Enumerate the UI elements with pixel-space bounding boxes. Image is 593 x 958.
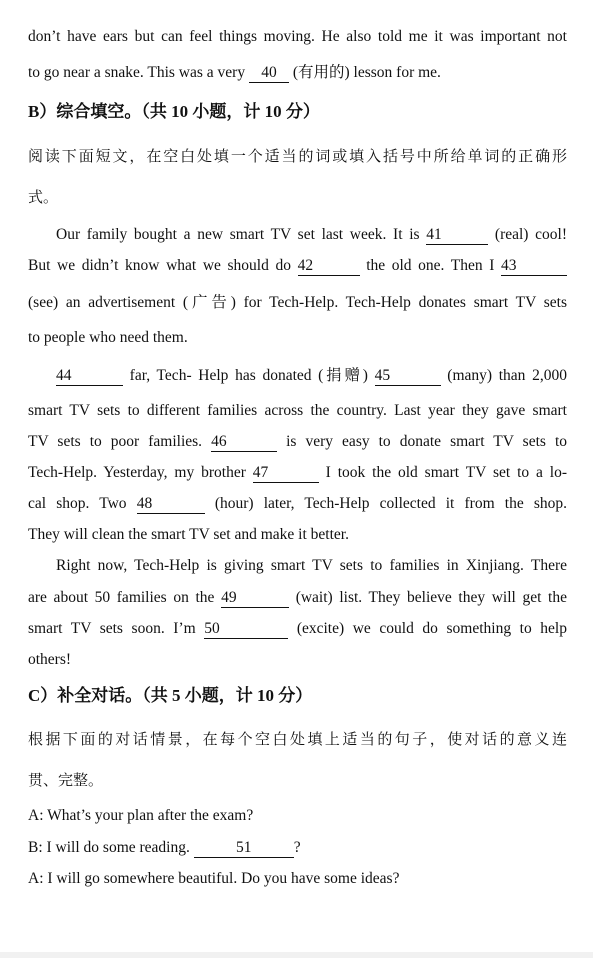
dialogue-line-a1: A: What’s your plan after the exam?	[28, 807, 254, 824]
section-c-heading: C）补全对话。（共 5 小题，计 10 分）	[28, 686, 313, 705]
text-span: the old one. Then I	[359, 257, 501, 274]
blank-43: 43	[501, 257, 567, 276]
text-span: (many) than 2,000	[440, 367, 567, 384]
text-line	[28, 432, 567, 452]
page-bottom-edge	[0, 952, 593, 958]
text-line	[28, 588, 567, 608]
text-span: I took the old smart TV set to a lo-	[318, 464, 568, 481]
text-span: But we didn’t know what we should do	[28, 257, 298, 274]
section-c-instruction: 根据下面的对话情景，在每个空白处填上适当的句子，使对话的意义连	[28, 730, 567, 748]
text-span: (hour) later, Tech-Help collected it from the shop.	[204, 495, 567, 512]
text-span: (real) cool!	[488, 226, 567, 243]
blank-44: 44	[56, 367, 123, 386]
text-line	[28, 494, 567, 514]
text-line	[28, 619, 567, 639]
text-line	[56, 225, 567, 245]
text-span: ?	[293, 839, 301, 856]
text-line: others!	[28, 651, 72, 668]
text-line: don’t have ears but can feel things moving. He also told me it was important not	[28, 28, 567, 45]
blank-50: 50	[204, 620, 288, 639]
text-line	[28, 63, 441, 83]
section-c-instruction-cont: 贯、完整。	[28, 771, 104, 789]
text-span: Our family bought a new smart TV set last week. It is	[56, 226, 427, 243]
text-span: TV sets to poor families.	[28, 433, 212, 450]
text-span: Tech-Help. Yesterday, my brother	[28, 464, 253, 481]
dialogue-line-a2: A: I will go somewhere beautiful. Do you have some ideas?	[28, 870, 400, 887]
blank-51: 51	[194, 839, 294, 858]
dialogue-line-b1	[28, 838, 301, 858]
text-span: (excite) we could do something to help	[288, 620, 567, 637]
text-line: They will clean the smart TV set and make it better.	[28, 526, 349, 543]
section-b-heading: B）综合填空。（共 10 小题，计 10 分）	[28, 102, 320, 121]
text-span: are about 50 families on the	[28, 589, 222, 606]
text-line: Right now, Tech-Help is giving smart TV sets to families in Xinjiang. There	[56, 557, 567, 574]
text-span: smart TV sets soon. I’m	[28, 620, 205, 637]
blank-49: 49	[221, 589, 289, 608]
text-line: smart TV sets to different families across the country. Last year they gave smart	[28, 402, 567, 419]
text-span: B: I will do some reading.	[28, 839, 194, 856]
blank-47: 47	[253, 464, 319, 483]
blank-42: 42	[298, 257, 360, 276]
text-span: is very easy to donate smart TV sets to	[277, 433, 568, 450]
text-span: to go near a snake. This was a very	[28, 64, 249, 81]
text-span: (有用的) lesson for me.	[288, 64, 441, 81]
text-line	[28, 463, 567, 483]
text-span: far, Tech- Help has donated (捐赠)	[123, 367, 375, 384]
blank-40: 40	[249, 64, 289, 83]
text-span: (wait) list. They believe they will get the	[289, 589, 567, 606]
blank-45: 45	[375, 367, 441, 386]
blank-41: 41	[426, 226, 488, 245]
blank-48: 48	[137, 495, 205, 514]
section-b-instruction: 阅读下面短文，在空白处填一个适当的词或填入括号中所给单词的正确形	[28, 147, 567, 165]
text-span: cal shop. Two	[28, 495, 137, 512]
blank-46: 46	[211, 433, 277, 452]
text-line: to people who need them.	[28, 329, 188, 346]
section-b-instruction-cont: 式。	[28, 188, 59, 206]
text-line	[28, 366, 567, 386]
text-line: (see) an advertisement (广告) for Tech-Help. Tech-Help donates smart TV sets	[28, 294, 567, 311]
text-line	[28, 256, 567, 276]
